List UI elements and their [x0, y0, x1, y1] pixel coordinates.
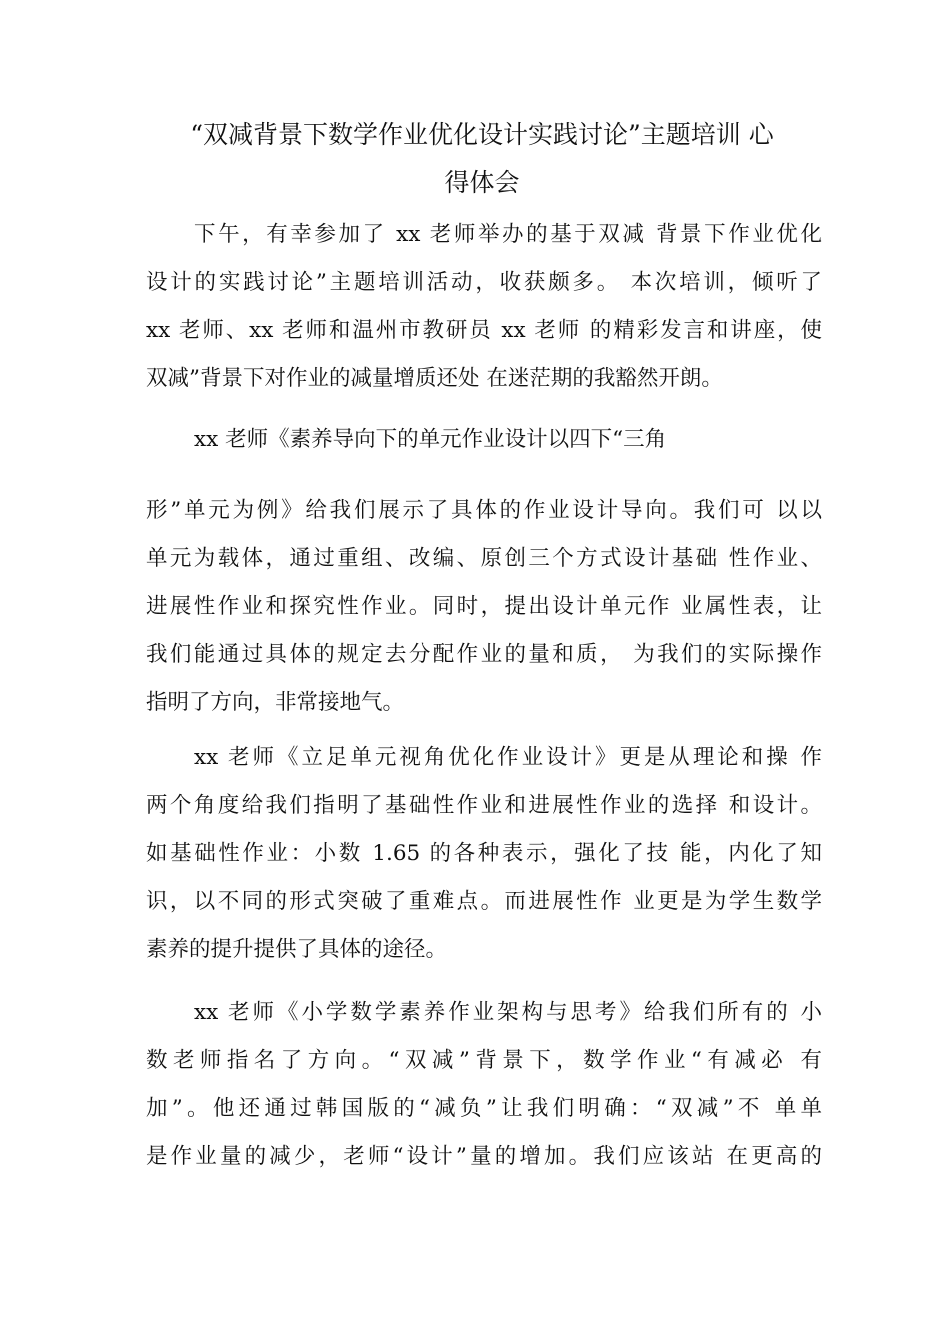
paragraph-3 — [146, 487, 822, 727]
title-line: 得体会 — [444, 168, 520, 197]
text-line: xx 老师《小学数学素养作业架构与思考》给我们所有的 小 — [194, 1000, 822, 1025]
text-line: 素养的提升提供了具体的途径。 — [146, 937, 448, 962]
paragraph-2 — [146, 416, 822, 464]
text-line: 指明了方向，非常接地气。 — [146, 690, 405, 715]
text-line: 设计的实践讨论”主题培训活动，收获颇多。 本次培训，倾听了 — [146, 270, 822, 295]
text-line: 两个角度给我们指明了基础性作业和进展性作业的选择 和设计。 — [146, 793, 822, 818]
text-line: 加”。他还通过韩国版的“减负”让我们明确：“双减”不 单单 — [146, 1096, 822, 1121]
text-line: 单元为载体，通过重组、改编、原创三个方式设计基础 性作业、 — [146, 546, 822, 571]
text-line: 进展性作业和探究性作业。同时，提出设计单元作 业属性表，让 — [146, 594, 822, 619]
text-line: 是作业量的减少，老师“设计”量的增加。我们应该站 在更高的 — [146, 1144, 822, 1169]
text-line: 识，以不同的形式突破了重难点。而进展性作 业更是为学生数学 — [146, 889, 822, 914]
text-line: 形”单元为例》给我们展示了具体的作业设计导向。我们可 以以 — [146, 498, 822, 523]
title-line: “双减背景下数学作业优化设计实践讨论”主题培训 心 — [190, 120, 774, 149]
text-line: 我们能通过具体的规定去分配作业的量和质， 为我们的实际操作 — [146, 642, 822, 667]
text-line: 双减”背景下对作业的减量增质还处 在迷茫期的我豁然开朗。 — [146, 366, 723, 391]
text-line: 数老师指名了方向。“双减”背景下，数学作业“有减必 有 — [146, 1048, 822, 1073]
text-line: xx 老师《素养导向下的单元作业设计以四下“三角 — [194, 427, 667, 452]
text-line: xx 老师、xx 老师和温州市教研员 xx 老师 的精彩发言和讲座，使 — [146, 318, 822, 343]
paragraph-4 — [146, 734, 822, 974]
text-line: 下午，有幸参加了 xx 老师举办的基于双减 背景下作业优化 — [194, 222, 822, 247]
paragraph-5 — [146, 989, 822, 1181]
document-title — [140, 111, 824, 207]
text-line: 如基础性作业：小数 1.65 的各种表示，强化了技 能，内化了知 — [146, 841, 822, 866]
paragraph-1 — [146, 211, 822, 403]
text-line: xx 老师《立足单元视角优化作业设计》更是从理论和操 作 — [194, 745, 822, 770]
